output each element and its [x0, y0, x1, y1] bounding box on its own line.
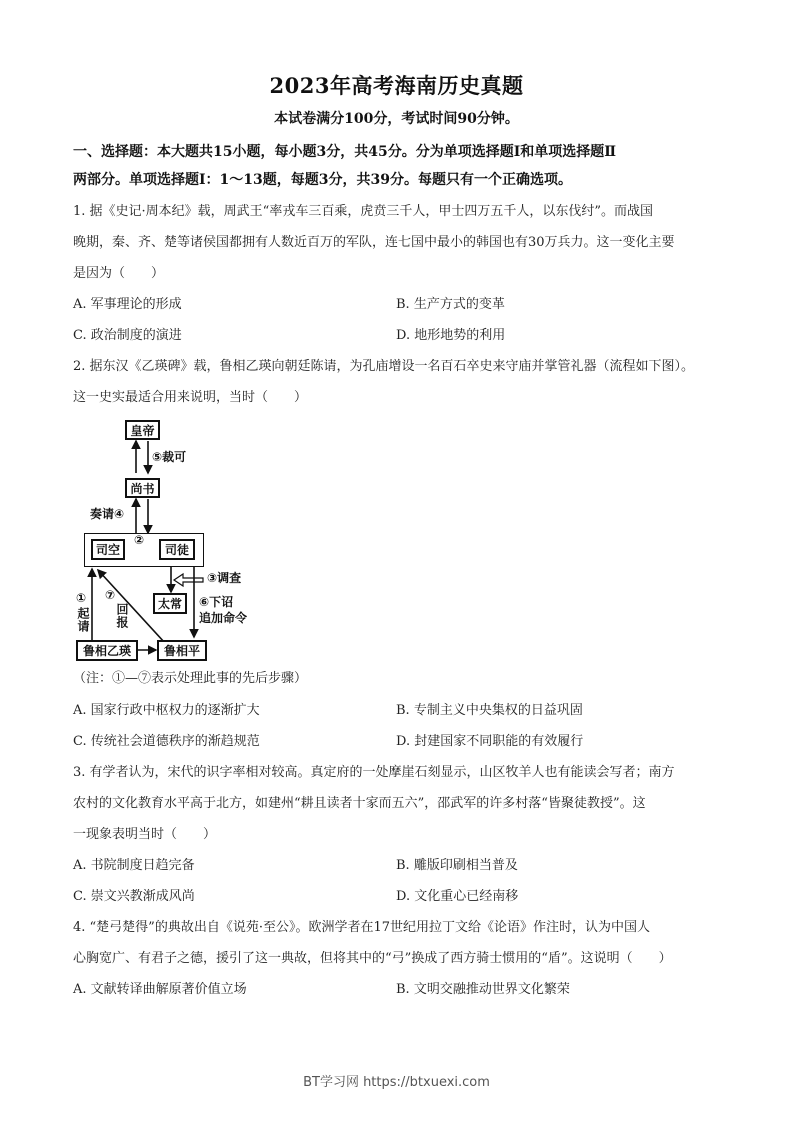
label-step1: 起请: [76, 607, 90, 633]
section-heading-line: 一、选择题：本大题共15小题，每小题3分，共45分。分为单项选择题Ⅰ和单项选择题Ⅱ: [73, 144, 617, 160]
label-step7-num: ⑦: [105, 588, 116, 602]
process-flow-diagram: [70, 415, 270, 665]
question-stem-line: 农村的文化教育水平高于北方，如建州“耕且读者十家而五六”，邵武军的许多村落“皆聚徒教授”。这: [73, 796, 646, 811]
label-step3: ③调查: [207, 571, 242, 585]
label-step4: 奏请④: [90, 507, 125, 521]
option-b[interactable]: B. 雕版印刷相当普及: [396, 858, 518, 873]
question-stem-line: 心胸宽广、有君子之德，援引了这一典故，但将其中的“弓”换成了西方骑士惯用的“盾”。这说明（ ）: [73, 951, 672, 966]
option-a[interactable]: A. 军事理论的形成: [73, 297, 182, 312]
option-b[interactable]: B. 文明交融推动世界文化繁荣: [396, 982, 570, 997]
question-stem-line: 晚期，秦、齐、楚等诸侯国都拥有人数近百万的军队，连七国中最小的韩国也有30万兵力。这一变化主要: [73, 235, 675, 250]
node-luxiangping: 鲁相平: [157, 640, 207, 661]
document-title: 2023年高考海南历史真题: [269, 73, 524, 98]
label-step7: 回报: [115, 603, 129, 629]
question-stem-line: 3. 有学者认为，宋代的识字率相对较高。真定府的一处摩崖石刻显示，山区牧羊人也有能读会写者；南方: [73, 765, 675, 780]
question-stem-line: 是因为（ ）: [73, 266, 165, 281]
diagram-note: （注：①—⑦表示处理此事的先后步骤）: [73, 671, 308, 686]
section-heading: [73, 138, 733, 194]
node-emperor: 皇帝: [125, 420, 160, 440]
option-b[interactable]: B. 专制主义中央集权的日益巩固: [396, 703, 583, 718]
node-situ: 司徒: [159, 539, 195, 560]
option-a[interactable]: A. 文献转译曲解原著价值立场: [73, 982, 247, 997]
question-stem-line: 这一史实最适合用来说明，当时（ ）: [73, 390, 308, 405]
option-d[interactable]: D. 封建国家不同职能的有效履行: [396, 734, 584, 749]
question-stem-line: 一现象表明当时（ ）: [73, 827, 217, 842]
label-step6-a: ⑥下诏: [199, 595, 234, 609]
option-b[interactable]: B. 生产方式的变革: [396, 297, 505, 312]
node-shangshu: 尚书: [125, 478, 160, 498]
label-step2: ②: [134, 533, 145, 547]
section-heading-line: 两部分。单项选择题Ⅰ：1～13题，每题3分，共39分。每题只有一个正确选项。: [73, 172, 572, 188]
option-d[interactable]: D. 地形地势的利用: [396, 328, 506, 343]
question-stem-line: 2. 据东汉《乙瑛碑》载，鲁相乙瑛向朝廷陈请，为孔庙增设一名百石卒史来守庙并掌管礼器（流程如下图）。: [73, 359, 695, 374]
question-stem-line: 4. “楚弓楚得”的典故出自《说苑·至公》。欧洲学者在17世纪用拉丁文给《论语》作注时，认为中国人: [73, 920, 651, 935]
label-step1-num: ①: [76, 591, 87, 605]
option-c[interactable]: C. 崇文兴教渐成风尚: [73, 889, 195, 904]
option-a[interactable]: A. 书院制度日趋完备: [73, 858, 195, 873]
question-stem-line: 1. 据《史记·周本纪》载，周武王“率戎车三百乘，虎贲三千人，甲士四万五千人，以东伐纣”。而战国: [73, 204, 653, 219]
footer-watermark: BT学习网 https://btxuexi.com: [303, 1075, 490, 1090]
option-a[interactable]: A. 国家行政中枢权力的逐渐扩大: [73, 703, 260, 718]
node-sikong: 司空: [91, 539, 125, 560]
option-d[interactable]: D. 文化重心已经南移: [396, 889, 519, 904]
node-yiying: 鲁相乙瑛: [76, 640, 138, 661]
label-step6-b: 追加命令: [199, 611, 248, 625]
option-c[interactable]: C. 政治制度的演进: [73, 328, 182, 343]
label-step5: ⑤裁可: [152, 450, 187, 464]
node-taichang: 太常: [153, 593, 187, 614]
option-c[interactable]: C. 传统社会道德秩序的渐趋规范: [73, 734, 260, 749]
exam-info: 本试卷满分100分，考试时间90分钟。: [274, 111, 519, 127]
